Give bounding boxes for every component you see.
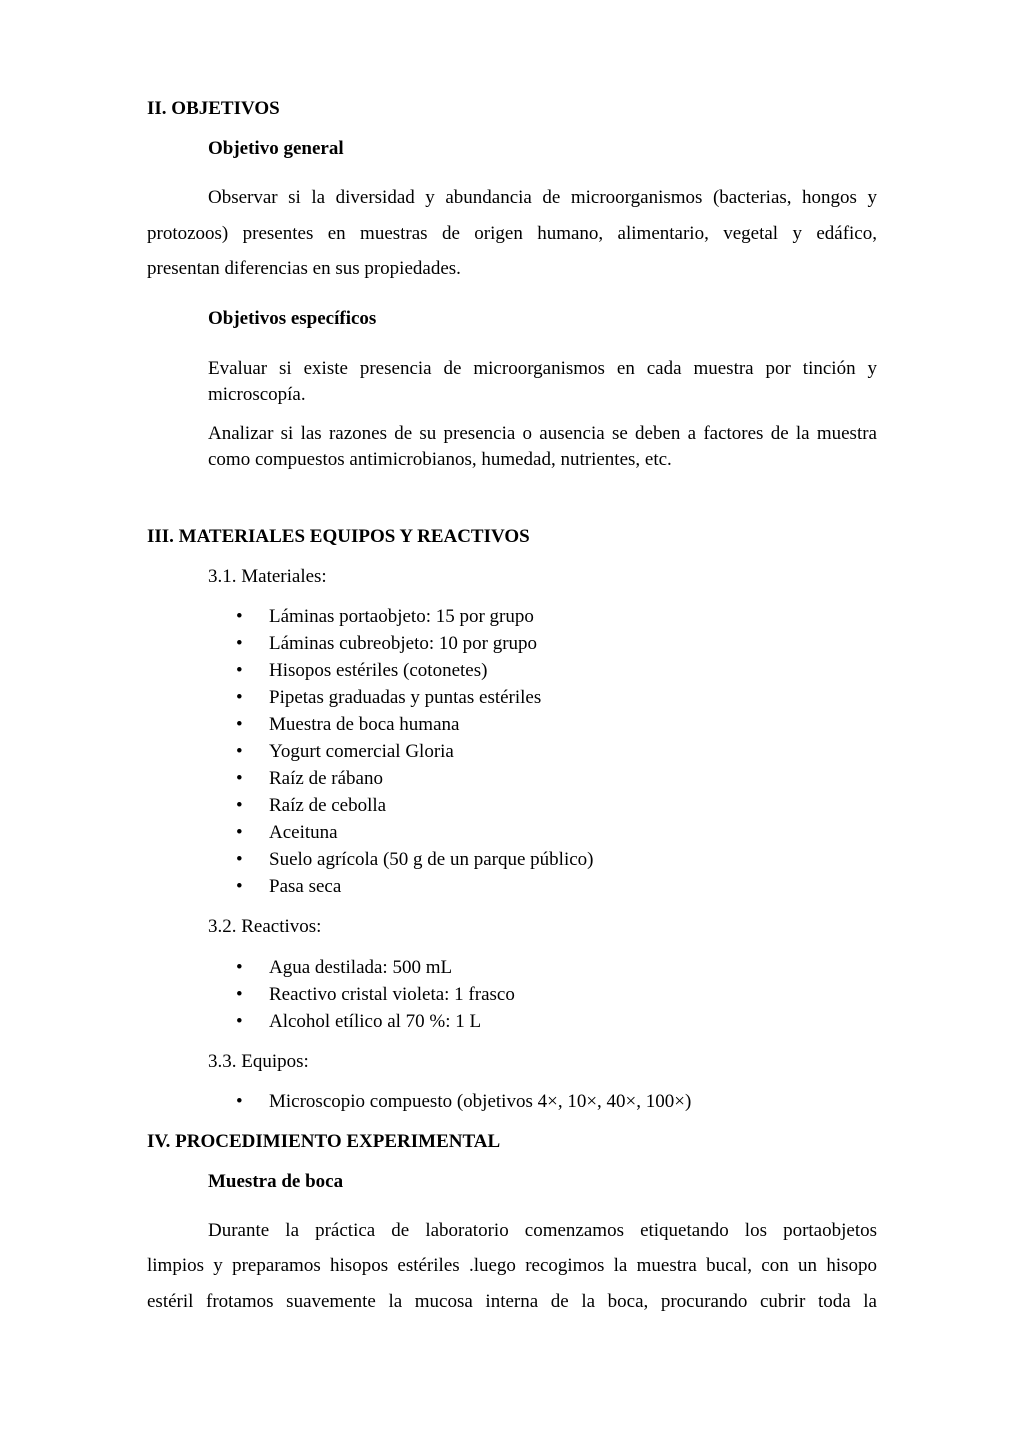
bullet-icon: • — [236, 849, 243, 870]
specific-objective-2: Analizar si las razones de su presencia o ausencia se deben a factores de la muestra como compuestos antimicrobianos, humedad, nutrientes, etc. — [208, 423, 877, 470]
list-item-text: Láminas portaobjeto: 15 por grupo — [269, 606, 534, 627]
list-item-text: Muestra de boca humana — [269, 714, 460, 735]
bullet-icon: • — [236, 957, 243, 978]
list-item-text: Suelo agrícola (50 g de un parque público) — [269, 849, 594, 870]
equipment-heading: 3.3. Equipos: — [208, 1051, 309, 1072]
bullet-icon: • — [236, 822, 243, 843]
heading-objetivos-especificos: Objetivos específicos — [208, 308, 377, 329]
list-item-text: Láminas cubreobjeto: 10 por grupo — [269, 633, 538, 654]
bullet-icon: • — [236, 795, 243, 816]
bullet-icon: • — [236, 1011, 243, 1032]
list-item-text: Pasa seca — [269, 876, 342, 897]
list-item-text: Pipetas graduadas y puntas estériles — [269, 687, 542, 708]
heading-muestra-de-boca: Muestra de boca — [208, 1171, 344, 1192]
list-item-text: Microscopio compuesto (objetivos 4×, 10×, 40×, 100×) — [269, 1091, 692, 1112]
bullet-icon: • — [236, 741, 243, 762]
general-line-1: Observar si la diversidad y abundancia de microorganismos (bacterias, hongos y — [208, 187, 877, 208]
procedure-line-1: Durante la práctica de laboratorio comenzamos etiquetando los portaobjetos — [208, 1220, 877, 1241]
general-line-2: protozoos) presentes en muestras de origen humano, alimentario, vegetal y edáfico, — [147, 223, 877, 244]
materials-heading: 3.1. Materiales: — [208, 566, 327, 587]
list-item-text: Raíz de rábano — [269, 768, 383, 789]
bullet-icon: • — [236, 768, 243, 789]
list-item-text: Hisopos estériles (cotonetes) — [269, 660, 488, 681]
list-item-text: Raíz de cebolla — [269, 795, 387, 816]
bullet-icon: • — [236, 714, 243, 735]
list-item-text: Agua destilada: 500 mL — [269, 957, 453, 978]
heading-objetivo-general: Objetivo general — [208, 138, 344, 159]
procedure-line-2: limpios y preparamos hisopos estériles .luego recogimos la muestra bucal, con un hisopo — [147, 1255, 877, 1276]
list-item-text: Alcohol etílico al 70 %: 1 L — [269, 1011, 482, 1032]
bullet-icon: • — [236, 633, 243, 654]
section-title-procedimiento: IV. PROCEDIMIENTO EXPERIMENTAL — [147, 1131, 501, 1152]
bullet-icon: • — [236, 984, 243, 1005]
specific-objective-1: Evaluar si existe presencia de microorganismos en cada muestra por tinción y microscopía. — [208, 358, 877, 405]
bullet-icon: • — [236, 876, 243, 897]
bullet-icon: • — [236, 606, 243, 627]
list-item-text: Reactivo cristal violeta: 1 frasco — [269, 984, 515, 1005]
list-item-text: Aceituna — [269, 822, 338, 843]
general-line-3: presentan diferencias en sus propiedades. — [147, 258, 461, 279]
bullet-icon: • — [236, 687, 243, 708]
bullet-icon: • — [236, 1091, 243, 1112]
section-title-objetivos: II. OBJETIVOS — [147, 98, 280, 119]
section-title-materiales: III. MATERIALES EQUIPOS Y REACTIVOS — [147, 526, 530, 547]
procedure-line-3: estéril frotamos suavemente la mucosa interna de la boca, procurando cubrir toda la — [147, 1291, 877, 1312]
list-item-text: Yogurt comercial Gloria — [269, 741, 454, 762]
reagents-heading: 3.2. Reactivos: — [208, 916, 322, 937]
bullet-icon: • — [236, 660, 243, 681]
